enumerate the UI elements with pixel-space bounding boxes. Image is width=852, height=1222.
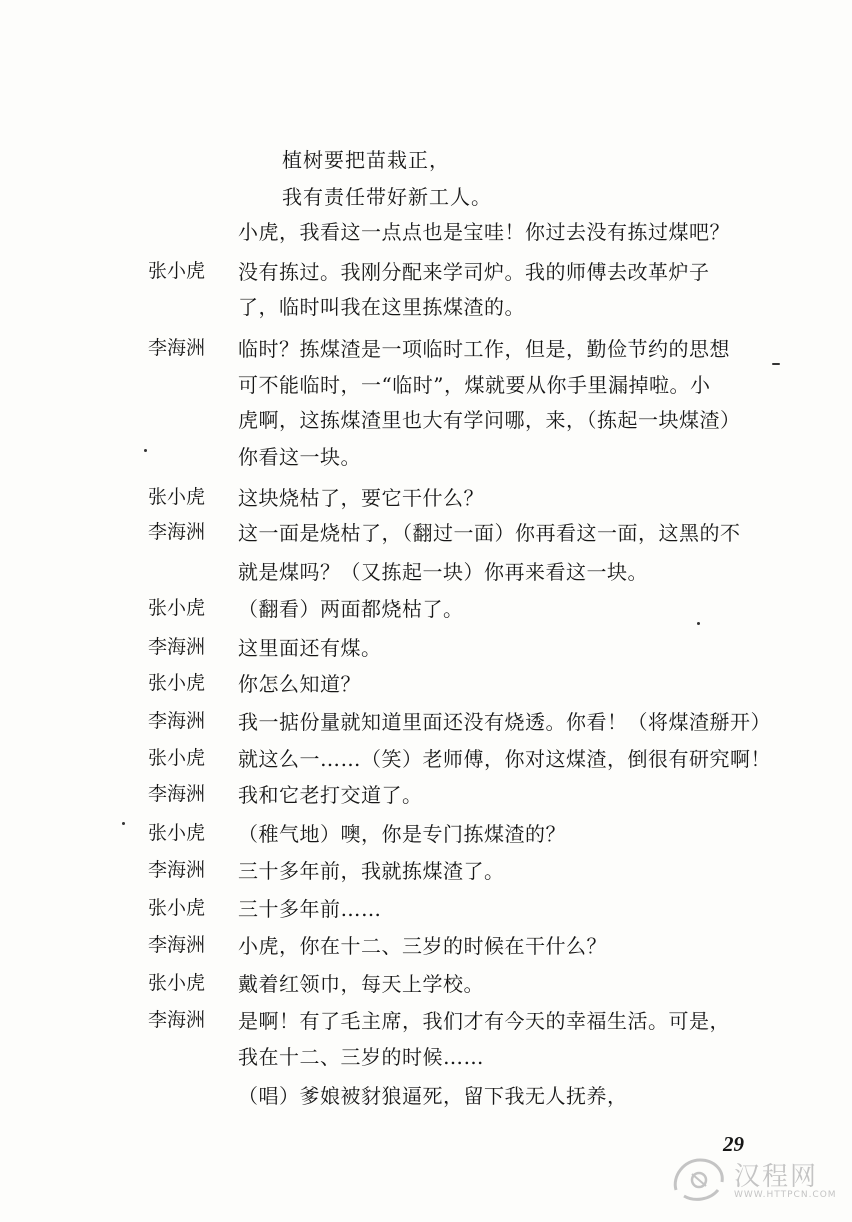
dialogue-text: 三十多年前…… xyxy=(238,897,382,921)
dialogue-line xyxy=(148,441,788,471)
watermark-text: 汉程网 xyxy=(734,1162,819,1192)
dialogue-text: 我和它老打交道了。 xyxy=(238,783,423,807)
scan-speck xyxy=(122,822,125,825)
speaker-label: 李海洲 xyxy=(148,1009,206,1031)
dialogue-line xyxy=(148,855,788,885)
watermark-logo-icon xyxy=(668,1150,730,1208)
dialogue-text: 小虎，我看这一点点也是宝哇！你过去没有拣过煤吧？ xyxy=(238,220,730,244)
dialogue-text: 三十多年前，我就拣煤渣了。 xyxy=(238,859,505,883)
dialogue-text: 戴着红领巾，每天上学校。 xyxy=(238,972,484,996)
speaker-label: 李海洲 xyxy=(148,521,206,543)
dialogue-text: 我一掂份量就知道里面还没有烧透。你看！（将煤渣掰开） xyxy=(238,710,771,734)
speaker-label: 张小虎 xyxy=(148,897,206,919)
speaker-label: 张小虎 xyxy=(148,597,206,619)
speaker-label: 李海洲 xyxy=(148,859,206,881)
dialogue-text: 这一面是烧枯了，（翻过一面）你再看这一面，这黑的不 xyxy=(238,521,741,545)
dialogue-line xyxy=(148,930,788,960)
dialogue-line xyxy=(148,706,788,736)
dialogue-line xyxy=(148,818,788,848)
dialogue-text: 你看这一块。 xyxy=(238,445,361,469)
dialogue-text: 这里面还有煤。 xyxy=(238,636,382,660)
dialogue-text: （唱）爹娘被豺狼逼死，留下我无人抚养， xyxy=(238,1084,628,1108)
dialogue-line xyxy=(148,893,788,923)
dialogue-text: 可不能临时，一“临时”，煤就要从你手里漏掉啦。小 xyxy=(238,373,711,397)
dialogue-text: 临时？拣煤渣是一项临时工作，但是，勤俭节约的思想 xyxy=(238,337,730,361)
dialogue-text: 没有拣过。我刚分配来学司炉。我的师傅去改革炉子 xyxy=(238,260,710,284)
dialogue-text: （稚气地）噢，你是专门拣煤渣的？ xyxy=(238,822,566,846)
dialogue-text: （翻看）两面都烧枯了。 xyxy=(238,597,464,621)
dialogue-text: 虎啊，这拣煤渣里也大有学问哪，来，（拣起一块煤渣） xyxy=(238,408,741,432)
dialogue-line xyxy=(148,291,788,321)
dialogue-line xyxy=(148,779,788,809)
speaker-label: 李海洲 xyxy=(148,710,206,732)
dialogue-line xyxy=(148,404,788,434)
speaker-label: 李海洲 xyxy=(148,934,206,956)
dialogue-line xyxy=(148,743,788,773)
watermark xyxy=(668,1150,838,1210)
dialogue-text: 我在十二、三岁的时候…… xyxy=(238,1045,484,1069)
speaker-label: 张小虎 xyxy=(148,972,206,994)
scan-speck xyxy=(772,363,780,365)
watermark-url: WWW.HTTPCN.COM xyxy=(734,1190,837,1200)
dialogue-line xyxy=(148,593,788,623)
dialogue-line xyxy=(148,632,788,662)
speaker-label: 李海洲 xyxy=(148,636,206,658)
speaker-label: 李海洲 xyxy=(148,337,206,359)
verse-line-2: 我有责任带好新工人。 xyxy=(282,185,492,209)
dialogue-line xyxy=(148,256,788,286)
speaker-label: 张小虎 xyxy=(148,747,206,769)
dialogue-text: 就这么一……（笑）老师傅，你对这煤渣，倒很有研究啊！ xyxy=(238,747,771,771)
dialogue-line xyxy=(148,1005,788,1035)
dialogue-line xyxy=(148,517,788,547)
dialogue-line xyxy=(148,556,788,586)
page-number: 29 xyxy=(723,1132,744,1156)
scan-speck xyxy=(144,449,147,452)
dialogue-text: 是啊！有了毛主席，我们才有今天的幸福生活。可是， xyxy=(238,1009,730,1033)
dialogue-text: 你怎么知道？ xyxy=(238,672,361,696)
dialogue-line xyxy=(148,668,788,698)
dialogue-line xyxy=(148,968,788,998)
dialogue-text: 这块烧枯了，要它干什么？ xyxy=(238,486,484,510)
dialogue-line xyxy=(148,333,788,363)
dialogue-text: 了，临时叫我在这里拣煤渣的。 xyxy=(238,295,525,319)
scan-speck xyxy=(697,622,700,625)
speaker-label: 张小虎 xyxy=(148,672,206,694)
dialogue-text: 就是煤吗？（又拣起一块）你再来看这一块。 xyxy=(238,560,648,584)
dialogue-line xyxy=(148,1041,788,1071)
dialogue-line xyxy=(148,482,788,512)
verse-line-1: 植树要把苗栽正， xyxy=(282,148,450,172)
dialogue-line xyxy=(148,1080,788,1110)
speaker-label: 张小虎 xyxy=(148,260,206,282)
speaker-label: 张小虎 xyxy=(148,486,206,508)
speaker-label: 张小虎 xyxy=(148,822,206,844)
speaker-label: 李海洲 xyxy=(148,783,206,805)
dialogue-line xyxy=(148,369,788,399)
dialogue-line xyxy=(148,216,788,246)
dialogue-text: 小虎，你在十二、三岁的时候在干什么？ xyxy=(238,934,607,958)
